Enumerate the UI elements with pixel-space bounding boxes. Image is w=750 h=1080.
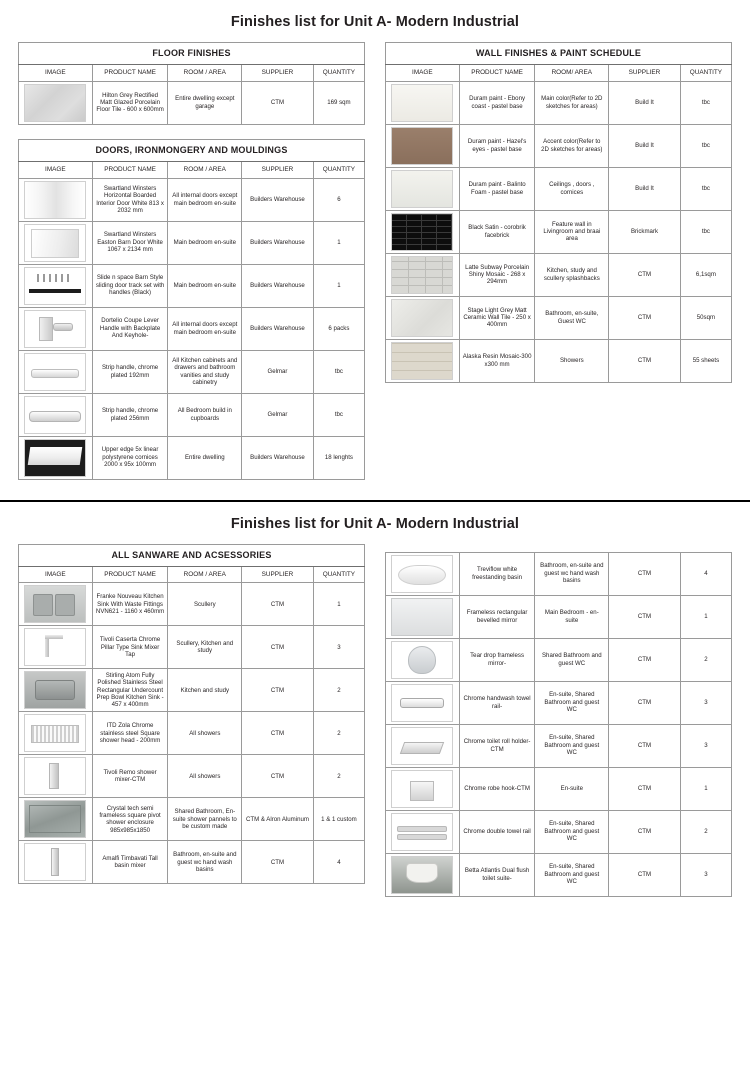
column-header: QUANTITY: [313, 566, 364, 583]
product-image-cell: [19, 841, 93, 884]
product-name-cell: Tear drop frameless mirror-: [459, 638, 535, 681]
product-thumbnail-icon: [24, 396, 86, 434]
room-area-cell: Main bedroom en-suite: [168, 221, 242, 264]
table-row: [19, 178, 365, 221]
product-image-cell: [386, 853, 460, 896]
quantity-cell: tbc: [680, 124, 731, 167]
table-row: [19, 307, 365, 350]
room-area-cell: Bathroom, en-suite and guest wc hand wash basins: [168, 841, 242, 884]
table-row: [19, 221, 365, 264]
product-name-cell: Swartland Winsters Easton Barn Door White 1067 x 2134 mm: [92, 221, 168, 264]
room-area-cell: All internal doors except main bedroom en-suite: [168, 178, 242, 221]
product-thumbnail-icon: [391, 727, 453, 765]
room-area-cell: Entire dwelling except garage: [168, 81, 242, 124]
product-name-cell: Tivoli Caserta Chrome Pillar Type Sink Mixer Tap: [92, 626, 168, 669]
column-header: IMAGE: [386, 64, 460, 81]
table-row: [19, 626, 365, 669]
room-area-cell: All Bedroom build in cupboards: [168, 393, 242, 436]
table-row: [19, 350, 365, 393]
supplier-cell: CTM: [609, 810, 681, 853]
product-image-cell: [19, 264, 93, 307]
room-area-cell: All internal doors except main bedroom en-suite: [168, 307, 242, 350]
table-row: [386, 638, 732, 681]
product-thumbnail-icon: [391, 127, 453, 165]
product-name-cell: Chrome handwash towel rail-: [459, 681, 535, 724]
table-caption: DOORS, IRONMONGERY AND MOULDINGS: [19, 139, 365, 161]
quantity-cell: tbc: [680, 81, 731, 124]
product-name-cell: Slide n space Barn Style sliding door track set with handles (Black): [92, 264, 168, 307]
product-thumbnail-icon: [24, 757, 86, 795]
quantity-cell: 1: [680, 767, 731, 810]
table-row: [386, 339, 732, 382]
right-column: [375, 42, 750, 397]
product-thumbnail-icon: [391, 555, 453, 593]
product-name-cell: Treviflow white freestanding basin: [459, 552, 535, 595]
product-name-cell: Black Satin - corobrik facebrick: [459, 210, 535, 253]
product-image-cell: [19, 350, 93, 393]
column-header: ROOM / AREA: [168, 161, 242, 178]
supplier-cell: CTM: [609, 638, 681, 681]
product-name-cell: Stirling Atom Fully Polished Stainless Steel Rectangular Undercount Prep Bowl Kitchen Sink - 457 x 400mm: [92, 669, 168, 712]
supplier-cell: CTM: [609, 595, 681, 638]
table-row: [19, 583, 365, 626]
supplier-cell: CTM: [242, 712, 314, 755]
quantity-cell: 50sqm: [680, 296, 731, 339]
product-thumbnail-icon: [391, 770, 453, 808]
supplier-cell: Builders Warehouse: [242, 178, 314, 221]
room-area-cell: En-suite, Shared Bathroom and guest WC: [535, 681, 609, 724]
page-columns: [0, 42, 750, 494]
product-name-cell: Strip handle, chrome plated 192mm: [92, 350, 168, 393]
table-row: [19, 81, 365, 124]
supplier-cell: Builders Warehouse: [242, 221, 314, 264]
table-row: [19, 264, 365, 307]
product-image-cell: [386, 296, 460, 339]
table-row: [386, 552, 732, 595]
product-name-cell: Chrome toilet roll holder-CTM: [459, 724, 535, 767]
column-header: PRODUCT NAME: [92, 64, 168, 81]
product-thumbnail-icon: [391, 256, 453, 294]
product-thumbnail-icon: [391, 84, 453, 122]
room-area-cell: Feature wall in Livingroom and braai area: [535, 210, 609, 253]
quantity-cell: 1: [680, 595, 731, 638]
product-image-cell: [386, 81, 460, 124]
room-area-cell: All showers: [168, 755, 242, 798]
room-area-cell: Shared Bathroom and guest WC: [535, 638, 609, 681]
table-row: [386, 124, 732, 167]
room-area-cell: Scullery, Kitchen and study: [168, 626, 242, 669]
product-thumbnail-icon: [391, 299, 453, 337]
product-name-cell: Duram paint - Hazel's eyes - pastel base: [459, 124, 535, 167]
room-area-cell: Showers: [535, 339, 609, 382]
product-thumbnail-icon: [24, 310, 86, 348]
column-header: SUPPLIER: [242, 64, 314, 81]
product-thumbnail-icon: [24, 800, 86, 838]
product-image-cell: [19, 669, 93, 712]
table-row: [19, 798, 365, 841]
product-image-cell: [19, 583, 93, 626]
room-area-cell: Bathroom, en-suite, Guest WC: [535, 296, 609, 339]
table-row: [386, 767, 732, 810]
supplier-cell: Builders Warehouse: [242, 307, 314, 350]
product-thumbnail-icon: [24, 181, 86, 219]
room-area-cell: All showers: [168, 712, 242, 755]
table-row: [19, 841, 365, 884]
supplier-cell: CTM: [242, 669, 314, 712]
product-image-cell: [386, 724, 460, 767]
quantity-cell: 6: [313, 178, 364, 221]
table-row: [19, 393, 365, 436]
product-name-cell: Duram paint - Ebony coast - pastel base: [459, 81, 535, 124]
table-row: [386, 595, 732, 638]
quantity-cell: 55 sheets: [680, 339, 731, 382]
page-title: Finishes list for Unit A- Modern Industrial: [230, 14, 520, 30]
quantity-cell: 2: [680, 638, 731, 681]
table-row: [386, 853, 732, 896]
product-thumbnail-icon: [24, 267, 86, 305]
supplier-cell: CTM: [609, 767, 681, 810]
column-header: PRODUCT NAME: [92, 161, 168, 178]
column-header: IMAGE: [19, 566, 93, 583]
product-name-cell: Alaska Resin Mosaic-300 x300 mm: [459, 339, 535, 382]
product-thumbnail-icon: [391, 856, 453, 894]
quantity-cell: 2: [313, 712, 364, 755]
supplier-cell: CTM: [609, 552, 681, 595]
product-image-cell: [386, 552, 460, 595]
room-area-cell: All Kitchen cabinets and drawers and bathroom vanities and study cabinetry: [168, 350, 242, 393]
product-name-cell: Stage Light Grey Matt Ceramic Wall Tile - 250 x 400mm: [459, 296, 535, 339]
table-row: [386, 210, 732, 253]
product-thumbnail-icon: [391, 641, 453, 679]
right-column: [375, 544, 750, 911]
supplier-cell: Brickmark: [609, 210, 681, 253]
product-thumbnail-icon: [24, 439, 86, 477]
page-columns: [0, 544, 750, 911]
room-area-cell: En-suite, Shared Bathroom and guest WC: [535, 810, 609, 853]
product-image-cell: [386, 339, 460, 382]
column-header: QUANTITY: [313, 64, 364, 81]
column-header: ROOM / AREA: [168, 64, 242, 81]
product-name-cell: Betta Atlantis Dual flush toilet suite-: [459, 853, 535, 896]
finishes-table: [18, 139, 365, 480]
quantity-cell: 1: [313, 264, 364, 307]
product-thumbnail-icon: [24, 585, 86, 623]
room-area-cell: En-suite, Shared Bathroom and guest WC: [535, 724, 609, 767]
table-row: [19, 755, 365, 798]
product-image-cell: [386, 253, 460, 296]
quantity-cell: tbc: [680, 210, 731, 253]
column-header: SUPPLIER: [242, 566, 314, 583]
table-row: [19, 712, 365, 755]
product-thumbnail-icon: [24, 224, 86, 262]
room-area-cell: Scullery: [168, 583, 242, 626]
finishes-table: [18, 42, 365, 125]
product-image-cell: [19, 221, 93, 264]
product-image-cell: [19, 307, 93, 350]
room-area-cell: Shared Bathroom, En-suite shower pannels to be custom made: [168, 798, 242, 841]
document-page: [0, 500, 750, 911]
quantity-cell: 4: [680, 552, 731, 595]
page-title: Finishes list for Unit A- Modern Industrial: [230, 515, 520, 532]
product-image-cell: [386, 638, 460, 681]
table-row: [386, 296, 732, 339]
product-name-cell: Duram paint - Balinto Foam - pastel base: [459, 167, 535, 210]
room-area-cell: En-suite, Shared Bathroom and guest WC: [535, 853, 609, 896]
table-caption: WALL FINISHES & PAINT SCHEDULE: [386, 43, 732, 65]
supplier-cell: CTM: [609, 724, 681, 767]
room-area-cell: Entire dwelling: [168, 436, 242, 479]
quantity-cell: 3: [313, 626, 364, 669]
product-image-cell: [386, 124, 460, 167]
supplier-cell: Build It: [609, 124, 681, 167]
supplier-cell: CTM: [242, 755, 314, 798]
supplier-cell: CTM: [609, 853, 681, 896]
product-name-cell: Amalfi Timbavati Tall basin mixer: [92, 841, 168, 884]
product-image-cell: [386, 810, 460, 853]
product-image-cell: [19, 436, 93, 479]
product-thumbnail-icon: [24, 671, 86, 709]
table-row: [386, 724, 732, 767]
supplier-cell: Build It: [609, 167, 681, 210]
room-area-cell: Ceilings , doors , cornices: [535, 167, 609, 210]
document-page: [0, 0, 750, 494]
finishes-table: [385, 42, 732, 383]
product-name-cell: ITD Zola Chrome stainless steel Square shower head - 200mm: [92, 712, 168, 755]
room-area-cell: Accent color(Refer to 2D sketches for areas): [535, 124, 609, 167]
supplier-cell: CTM: [609, 681, 681, 724]
supplier-cell: Builders Warehouse: [242, 264, 314, 307]
column-header: SUPPLIER: [242, 161, 314, 178]
room-area-cell: Main color(Refer to 2D sketches for areas): [535, 81, 609, 124]
quantity-cell: 6,1sqm: [680, 253, 731, 296]
supplier-cell: Gelmar: [242, 393, 314, 436]
product-image-cell: [386, 767, 460, 810]
quantity-cell: 4: [313, 841, 364, 884]
product-thumbnail-icon: [391, 813, 453, 851]
room-area-cell: Kitchen, study and scullery splashbacks: [535, 253, 609, 296]
product-image-cell: [19, 393, 93, 436]
product-image-cell: [19, 81, 93, 124]
supplier-cell: Builders Warehouse: [242, 436, 314, 479]
supplier-cell: CTM: [609, 253, 681, 296]
supplier-cell: CTM & Alron Aluminum: [242, 798, 314, 841]
supplier-cell: CTM: [242, 841, 314, 884]
supplier-cell: Gelmar: [242, 350, 314, 393]
left-column: [0, 544, 375, 899]
column-header: QUANTITY: [313, 161, 364, 178]
product-name-cell: Franke Nouveau Kitchen Sink With Waste Fittings NVN621 - 1160 x 460mm: [92, 583, 168, 626]
quantity-cell: 3: [680, 681, 731, 724]
room-area-cell: En-suite: [535, 767, 609, 810]
product-thumbnail-icon: [24, 843, 86, 881]
quantity-cell: 3: [680, 853, 731, 896]
product-name-cell: Latte Subway Porcelain Shiny Mosaic - 268 x 294mm: [459, 253, 535, 296]
finishes-table: [385, 552, 732, 897]
quantity-cell: tbc: [313, 393, 364, 436]
quantity-cell: 2: [313, 669, 364, 712]
quantity-cell: tbc: [313, 350, 364, 393]
supplier-cell: CTM: [242, 583, 314, 626]
table-caption: FLOOR FINISHES: [19, 43, 365, 65]
quantity-cell: 6 packs: [313, 307, 364, 350]
column-header: ROOM/ AREA: [535, 64, 609, 81]
product-name-cell: Crystal tech semi frameless square pivot shower enclosure 985x985x1850: [92, 798, 168, 841]
product-image-cell: [19, 626, 93, 669]
product-thumbnail-icon: [391, 684, 453, 722]
product-image-cell: [19, 755, 93, 798]
product-image-cell: [386, 167, 460, 210]
product-name-cell: Swartland Winsters Horizontal Boarded Interior Door White 813 x 2032 mm: [92, 178, 168, 221]
quantity-cell: 18 lenghts: [313, 436, 364, 479]
product-thumbnail-icon: [24, 714, 86, 752]
product-name-cell: Chrome double towel rail: [459, 810, 535, 853]
supplier-cell: CTM: [242, 81, 314, 124]
left-column: [0, 42, 375, 494]
supplier-cell: Build It: [609, 81, 681, 124]
product-thumbnail-icon: [24, 353, 86, 391]
table-row: [386, 167, 732, 210]
quantity-cell: 2: [313, 755, 364, 798]
room-area-cell: Main bedroom en-suite: [168, 264, 242, 307]
quantity-cell: tbc: [680, 167, 731, 210]
product-image-cell: [19, 712, 93, 755]
quantity-cell: 3: [680, 724, 731, 767]
product-name-cell: Tivoli Remo shower mixer-CTM: [92, 755, 168, 798]
product-name-cell: Chrome robe hook-CTM: [459, 767, 535, 810]
product-image-cell: [386, 210, 460, 253]
product-thumbnail-icon: [391, 598, 453, 636]
product-name-cell: Frameless rectangular bevelled mirror: [459, 595, 535, 638]
supplier-cell: CTM: [609, 339, 681, 382]
table-row: [386, 810, 732, 853]
product-image-cell: [386, 595, 460, 638]
table-row: [19, 436, 365, 479]
column-header: ROOM / AREA: [168, 566, 242, 583]
supplier-cell: CTM: [609, 296, 681, 339]
product-image-cell: [19, 798, 93, 841]
product-thumbnail-icon: [391, 342, 453, 380]
table-row: [386, 253, 732, 296]
product-name-cell: Dortelio Coupe Lever Handle with Backplate And Keyhole-: [92, 307, 168, 350]
product-name-cell: Strip handle, chrome plated 256mm: [92, 393, 168, 436]
quantity-cell: 1: [313, 583, 364, 626]
product-thumbnail-icon: [391, 170, 453, 208]
supplier-cell: CTM: [242, 626, 314, 669]
column-header: IMAGE: [19, 64, 93, 81]
room-area-cell: Kitchen and study: [168, 669, 242, 712]
column-header: PRODUCT NAME: [92, 566, 168, 583]
room-area-cell: Main Bedroom - en-suite: [535, 595, 609, 638]
column-header: QUANTITY: [680, 64, 731, 81]
table-row: [386, 681, 732, 724]
product-name-cell: Upper edge 5x linear polystyrene cornices 2000 x 95x 100mm: [92, 436, 168, 479]
column-header: SUPPLIER: [609, 64, 681, 81]
product-thumbnail-icon: [24, 628, 86, 666]
quantity-cell: 1: [313, 221, 364, 264]
product-image-cell: [386, 681, 460, 724]
table-row: [386, 81, 732, 124]
table-row: [19, 669, 365, 712]
product-image-cell: [19, 178, 93, 221]
quantity-cell: 1 & 1 custom: [313, 798, 364, 841]
product-thumbnail-icon: [24, 84, 86, 122]
column-header: PRODUCT NAME: [459, 64, 535, 81]
quantity-cell: 2: [680, 810, 731, 853]
quantity-cell: 169 sqm: [313, 81, 364, 124]
product-thumbnail-icon: [391, 213, 453, 251]
room-area-cell: Bathroom, en-suite and guest wc hand wash basins: [535, 552, 609, 595]
table-caption: ALL SANWARE AND ACSESSORIES: [19, 544, 365, 566]
product-name-cell: Hilton Grey Rectified Matt Glazed Porcelain Floor Tile - 600 x 600mm: [92, 81, 168, 124]
finishes-table: [18, 544, 365, 885]
column-header: IMAGE: [19, 161, 93, 178]
